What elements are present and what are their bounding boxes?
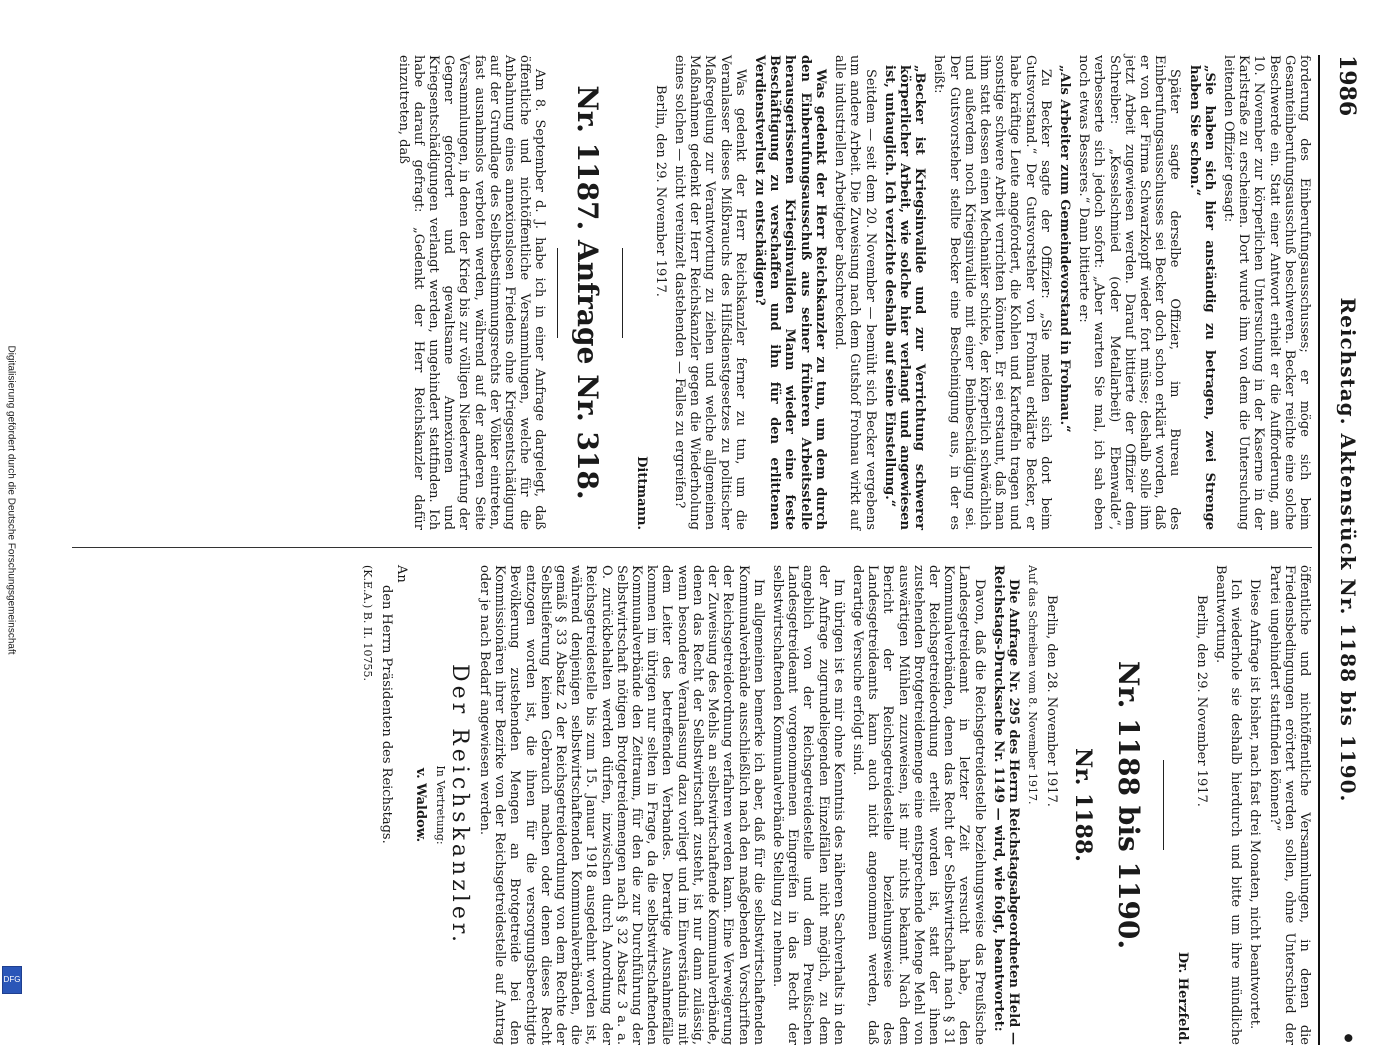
header-dot: • [1334, 1030, 1360, 1045]
running-title: Reichstag. Aktenstück Nr. 1188 bis 1190. [1336, 297, 1360, 803]
paragraph: Zu Becker sagte der Offizier: „Sie melden sich dort beim Gutsvorstand.“ Der Gutsvorsteher von Frohnau erklärte Becker, er habe kräftige Leute angefordert, die Kohlen und Kartoffeln tragen und sonstige schwere Arbeit verrichten könnten. Er sei erstaunt, daß man ihm statt dessen einen Mechaniker schicke, der körperlich schwächlich und außerdem noch Kriegsinvalide mit einer Beinbeschädigung sei. Der Gutsvorsteher stellte Becker eine Bescheinigung aus, in der es heißt: [931, 55, 1053, 530]
paragraph: Im übrigen ist es mir ohne Kenntnis des näheren Sachverhalts in den der Anfrage zugrundeliegenden Einzelfällen nicht möglich, zu dem angeblich von der Reichsgetreidestelle und dem Preußischen Landesgetreideamt vorgenommenen Eingreifen in das Recht der selbstwirtschaftenden Kommunalverbände Stellung zu nehmen. [769, 565, 846, 1045]
page-number: 1986 [1334, 55, 1360, 117]
paragraph: Im allgemeinen bemerke ich aber, daß für die selbstwirtschaftenden Kommunalverbände ausschließlich nach den maßgebenden Vorschriften der Reichsgetreideordnung verfahren werden kann. Eine Verweigerung der Zuweisung des Mehls an selbstwirtschaftende Kommunalverbände, denen das Recht der Selbstwirtschaft zusteht, ist nur dann zulässig, wenn besondere Veranlassung dazu vorliegt und im Einverständnis mit dem Leiter des betreffenden Verbandes. Derartige Ausnahmefälle kommen im übrigen nur selten in Frage, da die selbstwirtschaftenden Kommunalverbände den Zeitraum, für den die zur Durchführung der Selbstwirtschaft nötigen Brotgetreidemengen nach § 32 Absatz 3 a. a. O. zurückbehalten werden dürfen, inzwischen durch Anordnung der Reichsgetreidestelle bis zum 15. Januar 1918 ausgedehnt worden ist, während denjenigen selbstwirtschaftenden Kommunalverbänden, die gemäß § 33 Absatz 2 der Reichsgetreideordnung von dem Rechte der Selbstlieferung keinen Gebrauch machen oder denen dieses Recht entzogen worden ist, die ihnen für die versorgungsberechtigte Bevölkerung zustehenden Mengen an Brotgetreide bei den Kommissionären ihrer Bezirke von der Reichsgetreidestelle auf Antrag oder je nach Bedarf angewiesen werden. [477, 565, 766, 1045]
credit-text: Digitalisierung gefördert durch die Deutsche Forschungsgemeinschaft [5, 345, 17, 655]
date-line: Berlin, den 29. November 1917. [652, 85, 668, 297]
intro-line: Auf das Schreiben vom 8. November 1917. [1026, 565, 1040, 805]
paragraph: Was gedenkt der Herr Reichskanzler zu tun, um dem durch den Einberufungsausschuß aus seiner früheren Arbeitsstelle herausgerissenen Kriegsinvaliden Mann wieder eine feste Beschäftigung zu verschaffen und ihn für den erlittenen Verdienstverlust zu entschädigen? [752, 55, 828, 530]
divider [1163, 760, 1164, 850]
paragraph: Später sagte derselbe Offizier, im Bureau des Einberufungsausschusses sei Becker doch schon erklärt worden, daß er von der Firma Schwarzkopff wieder fort müsse; deshalb solle ihm jetzt Arbeit zugewiesen werden. Darauf bittierte der Offizier dem Schreiber: „Kesselschmied (oder Metallarbeit) Ebenwalde“, verbesserte sich jedoch sofort: „Aber warten Sie mal, ich sah eben noch etwas Besseres.“ Dann bittierte er: [1076, 55, 1183, 530]
paragraph: Die Anfrage Nr. 295 des Herrn Reichstagsabgeordneten Held — Reichstags-Drucksache Nr. 1149 — wird, wie folgt, beantwortet: [990, 565, 1021, 1045]
signature: Dr. Herzfeld. [1174, 951, 1190, 1045]
date-line: Berlin, den 28. November 1917. [1044, 595, 1060, 807]
paragraph: Was gedenkt der Herr Reichskanzler ferner zu tun, um die Veranlasser dieses Mißbrauchs des Hilfsdienstgesetzes zu politischer Maßregelung zur Verantwortung zu ziehen und welche allgemeinen Maßnahmen gedenkt der Herr Reichskanzler gegen die Wiederholung eines solchen — nicht vereinzelt dastehenden — Falles zu ergreifen? [672, 55, 748, 530]
paragraph: Seitdem — seit dem 20. November — bemüht sich Becker vergebens um andere Arbeit. Die Zuweisung nach dem Gutshof Frohnau wirkt auf alle industriellen Arbeitgeber abschreckend. [832, 55, 878, 530]
paragraph: forderung des Einberufungsausschusses; er möge sich beim Gesamteinberufungsausschuß beschweren. Becker reichte eine solche Beschwerde ein. Statt einer Antwort erhielt er die Aufforderung, am 10. November zur körperlichen Untersuchung in der Kaserne in der Karlstraße zu erscheinen. Dort wurde ihm von dem die Untersuchung leitenden Offizier gesagt: [1220, 55, 1312, 530]
paragraph: öffentliche und nichtöffentliche Versammlungen, in denen die Friedensbedingungen erörtert werden sollen, ohne Unterschied der Partei ungehindert stattfinden können?“ [1266, 565, 1312, 1045]
signature-name: v. Waldow. [413, 767, 429, 843]
signature: Dittmann. [633, 456, 649, 530]
section-title: Nr. 1188 bis 1190. [1112, 660, 1146, 950]
address-to: An [394, 565, 410, 583]
quote: „Becker ist Kriegsinvalide und zur Verrichtung schwerer körperlicher Arbeit, wie solche hier verlangt und angewiesen ist, untauglich. Ich verzichte deshalb auf seine Einstellung.“ [881, 65, 928, 530]
right-column [360, 565, 1312, 1045]
left-column [391, 55, 1312, 530]
side-strip [0, 0, 22, 1000]
page-header [1318, 55, 1370, 1045]
address-line: den Herrn Präsidenten des Reichstags. [379, 585, 395, 844]
section-subtitle: Nr. 1188. [1070, 748, 1097, 862]
paragraph: Diese Anfrage ist bisher, nach fast drei Monaten, nicht beantwortet. [1247, 579, 1263, 1030]
quote: „Sie haben sich hier anständig zu betragen, zwei Strenge haben Sie schon.“ [1186, 65, 1217, 530]
divider [557, 248, 558, 338]
reference: (K.E.A.) B. II. 10755. [360, 565, 374, 682]
paragraph: Ich wiederhole sie deshalb hierdurch und bitte um ihre mündliche Beantwortung. [1212, 565, 1244, 1045]
section-title: Nr. 1187. Anfrage Nr. 318. [571, 85, 605, 500]
column-divider [72, 547, 1312, 548]
signature-title: Der Reichskanzler. [446, 664, 472, 946]
quote: „Als Arbeiter zum Gemeindevorstand in Frohnau.“ [1056, 65, 1072, 433]
date-line: Berlin, den 29. November 1917. [1193, 595, 1209, 807]
dfg-logo: DFG [2, 966, 22, 994]
paragraph: Davon, daß die Reichsgetreidestelle beziehungsweise das Preußische Landesgetreideamt in letzter Zeit versucht habe, den Kommunalverbänden, denen das Recht der Selbstwirtschaft nach § 31 der Reichsgetreideordnung erteilt worden ist, statt der ihnen zustehenden Brotgetreidemenge eine entsprechende Menge Mehl von auswärtigen Mühlen zuzuweisen, ist mir nichts bekannt. Nach dem Bericht der Reichsgetreidestelle beziehungsweise des Landesgetreideamts kann auch nicht angenommen werden, daß derartige Versuche erfolgt sind. [849, 565, 987, 1045]
signature-deputy: In Vertretung: [433, 765, 447, 845]
divider [622, 248, 623, 338]
paragraph: Am 8. September d. J. habe ich in einer Anfrage dargelegt, daß öffentliche und nichtöffentliche Versammlungen, welche für die Anbahnung eines annexionslosen Friedens ohne Kriegsentschädigung auf der Grundlage des Selbstbestimmungsrechts der Völker eintreten, fast ausnahmslos verboten werden, während auf der anderen Seite Versammlungen, in denen der Krieg bis zur völligen Niederwerfung der Gegner gefordert und gewaltsame Annexionen und Kriegsentschädigungen verlangt werden, ungehindert stattfinden. Ich habe darauf gefragt: „Gedenkt der Herr Reichskanzler dafür einzutreten, daß [395, 55, 548, 530]
scanned-page [58, 55, 1370, 1045]
